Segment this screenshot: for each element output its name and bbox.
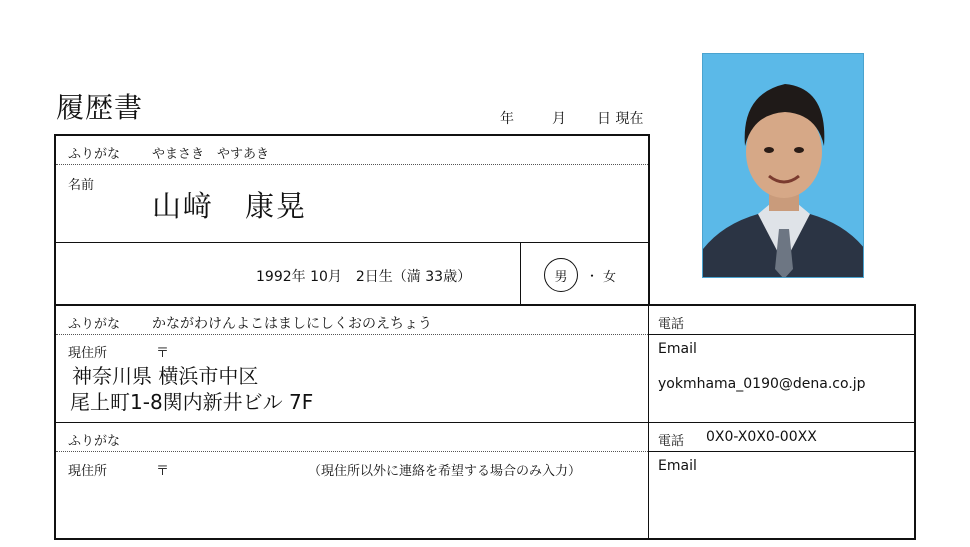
- date-year-label: 年: [500, 111, 514, 127]
- address-furigana-label: ふりがな: [68, 317, 121, 332]
- alt-furigana-label: ふりがな: [68, 434, 121, 449]
- portrait-photo: [702, 53, 864, 278]
- alt-address-postal-mark: 〒: [156, 464, 170, 479]
- name-birth-divider: [56, 242, 648, 243]
- personal-furigana-row: [56, 136, 648, 165]
- sex-male-selected: [544, 258, 578, 292]
- address-postal-mark: 〒: [156, 346, 170, 361]
- email-value: yokmhama_0190@dena.co.jp: [658, 376, 866, 392]
- alt-phone-row: [648, 423, 914, 452]
- alt-email-label: Email: [658, 458, 697, 474]
- birth-date: 1992年 10月 2日生（満 33歳）: [256, 269, 472, 285]
- address-line-1: 神奈川県 横浜市中区: [72, 364, 259, 388]
- address-furigana-row: [56, 306, 648, 335]
- sex-female-label: 女: [603, 270, 617, 285]
- birth-sex-divider: [520, 242, 521, 306]
- alt-address-note: （現住所以外に連絡を希望する場合のみ入力）: [308, 464, 582, 479]
- name-value: 山﨑 康晃: [152, 189, 308, 223]
- phone-label: 電話: [658, 317, 685, 332]
- page-title: 履歴書: [56, 91, 144, 124]
- phone-row: [648, 306, 914, 335]
- email-label: Email: [658, 341, 697, 357]
- sex-male-label: 男: [554, 269, 568, 285]
- sex-separator: ・: [586, 269, 599, 283]
- personal-info-box: [54, 134, 650, 306]
- address-furigana-value: かながわけんよこはましにしくおのえちょう: [152, 316, 432, 332]
- personal-furigana-value: やまさき やすあき: [152, 147, 270, 162]
- address-contact-box: [54, 304, 916, 540]
- person-portrait-image: [703, 54, 864, 278]
- alt-phone-value: 0X0-X0X0-00XX: [706, 429, 817, 445]
- alt-phone-label: 電話: [658, 434, 685, 449]
- personal-furigana-label: ふりがな: [68, 147, 121, 162]
- date-day-now-label: 日 現在: [597, 111, 644, 127]
- alt-address-label: 現住所: [68, 464, 108, 479]
- alt-furigana-row: [56, 423, 648, 452]
- name-label: 名前: [68, 178, 95, 193]
- date-month-label: 月: [552, 111, 566, 127]
- address-label: 現住所: [68, 346, 108, 361]
- address-line-2: 尾上町1-8関内新井ビル 7F: [70, 390, 314, 414]
